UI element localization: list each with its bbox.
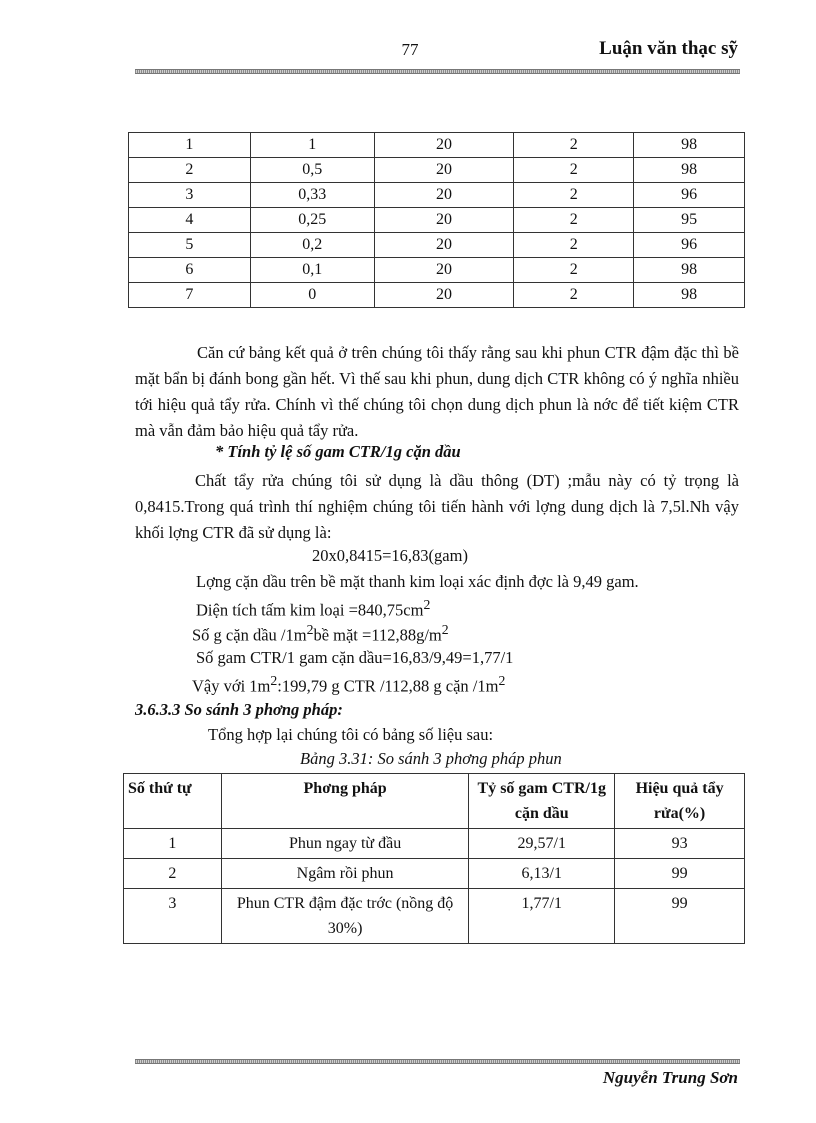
table-cell: 2: [514, 183, 634, 208]
table-cell: 1: [250, 133, 374, 158]
section-heading: 3.6.3.3 So sánh 3 phơng pháp:: [135, 700, 343, 719]
results-table: [128, 132, 745, 308]
page-number: 77: [401, 40, 419, 59]
footer-rule: [135, 1059, 740, 1064]
per-m2-text-b: bề mặt =112,88g/m: [313, 625, 442, 645]
table-row: [129, 233, 745, 258]
table-cell: 98: [634, 158, 745, 183]
table-cell: 2: [514, 233, 634, 258]
table-cell: 98: [634, 133, 745, 158]
table-cell: 1: [129, 133, 251, 158]
result-text-a: Vậy với 1m: [192, 676, 271, 696]
header-title: Luận văn thạc sỹ: [599, 38, 738, 59]
superscript: 2: [306, 622, 314, 637]
table-row: [129, 158, 745, 183]
table-cell: 20: [374, 258, 514, 283]
footer-author: Nguyễn Trung Sơn: [602, 1068, 738, 1087]
table-cell: 20: [374, 208, 514, 233]
table-cell: 2: [514, 258, 634, 283]
table-cell: 0,1: [250, 258, 374, 283]
table-cell: 93: [615, 829, 745, 859]
table-cell: 96: [634, 233, 745, 258]
area-line: [196, 597, 430, 621]
superscript: 2: [498, 673, 506, 688]
table-row: [124, 889, 745, 944]
result-line: [192, 673, 505, 697]
table-cell: 2: [514, 283, 634, 308]
table-cell: 20: [374, 133, 514, 158]
comparison-table: [123, 773, 745, 944]
superscript: 2: [423, 597, 431, 612]
table-cell: Phun ngay từ đầu: [221, 829, 469, 859]
column-header: Phơng pháp: [221, 774, 469, 829]
table-row: [124, 859, 745, 889]
table-cell: 2: [514, 133, 634, 158]
table-cell: 2: [514, 208, 634, 233]
subheading: * Tính tỷ lệ số gam CTR/1g cặn dầu: [215, 442, 461, 461]
residue-line: Lợng cặn dầu trên bề mặt thanh kim loại xác định đợc là 9,49 gam.: [196, 572, 639, 591]
table-cell: 20: [374, 233, 514, 258]
table-cell: 3: [129, 183, 251, 208]
formula: 20x0,8415=16,83(gam): [312, 546, 468, 565]
table-cell: 98: [634, 258, 745, 283]
table-row: [124, 829, 745, 859]
table-cell: 96: [634, 183, 745, 208]
header-rule: [135, 69, 740, 74]
table-cell: Ngâm rồi phun: [221, 859, 469, 889]
table-cell: 98: [634, 283, 745, 308]
table-cell: 7: [129, 283, 251, 308]
table-cell: 99: [615, 859, 745, 889]
table-cell: 5: [129, 233, 251, 258]
table-cell: 2: [124, 859, 222, 889]
table-cell: 0,25: [250, 208, 374, 233]
ratio-line: Số gam CTR/1 gam cặn dầu=16,83/9,49=1,77/1: [196, 648, 514, 667]
table-row: [129, 283, 745, 308]
table-intro: Tổng hợp lại chúng tôi có bảng số liệu sau:: [208, 725, 494, 744]
column-header: Hiệu quả tẩy rửa(%): [615, 774, 745, 829]
area-text: Diện tích tấm kim loại =840,75cm: [196, 600, 424, 620]
table-row: [129, 208, 745, 233]
table-cell: 1,77/1: [469, 889, 615, 944]
table-cell: 1: [124, 829, 222, 859]
table-cell: 20: [374, 183, 514, 208]
table-cell: 4: [129, 208, 251, 233]
per-m2-line: [192, 622, 449, 646]
table-row: [129, 133, 745, 158]
per-m2-text-a: Số g cặn dầu /1m: [192, 625, 307, 645]
table-cell: Phun CTR đậm đặc trớc (nồng độ 30%): [221, 889, 469, 944]
paragraph-method: Chất tẩy rửa chúng tôi sử dụng là dầu thông (DT) ;mẫu này có tỷ trọng là 0,8415.Trong quá trình thí nghiệm chúng tôi tiến hành với lợng dung dịch là 7,5l.Nh vậy khối lợng CTR đã sử dụng là:: [135, 471, 739, 542]
table-cell: 0,33: [250, 183, 374, 208]
table-row: [129, 258, 745, 283]
table-cell: 20: [374, 283, 514, 308]
superscript: 2: [270, 673, 278, 688]
table-row: [129, 183, 745, 208]
column-header: Số thứ tự: [124, 774, 222, 829]
result-text-b: :199,79 g CTR /112,88 g cặn /1m: [277, 676, 499, 696]
table-cell: 0,2: [250, 233, 374, 258]
table-cell: 29,57/1: [469, 829, 615, 859]
table-cell: 99: [615, 889, 745, 944]
table-caption: Bảng 3.31: So sánh 3 phơng pháp phun: [300, 749, 562, 768]
column-header: Tỷ số gam CTR/1g cặn dầu: [469, 774, 615, 829]
table-cell: 2: [514, 158, 634, 183]
table-cell: 3: [124, 889, 222, 944]
table-cell: 0: [250, 283, 374, 308]
paragraph-conclusion: Căn cứ bảng kết quả ở trên chúng tôi thấy rằng sau khi phun CTR đậm đặc thì bề mặt bẩn bị đánh bong gần hết. Vì thế sau khi phun, dung dịch CTR không có ý nghĩa nhiều tới hiệu quả tẩy rửa. Chính vì thế chúng tôi chọn dung dịch phun là nớc để tiết kiệm CTR mà vẫn đảm bảo hiệu quả tẩy rửa.: [135, 343, 739, 440]
table-cell: 6,13/1: [469, 859, 615, 889]
table-cell: 2: [129, 158, 251, 183]
table-cell: 95: [634, 208, 745, 233]
table-cell: 0,5: [250, 158, 374, 183]
superscript: 2: [441, 622, 449, 637]
table-cell: 6: [129, 258, 251, 283]
table-cell: 20: [374, 158, 514, 183]
table-header-row: [124, 774, 745, 829]
